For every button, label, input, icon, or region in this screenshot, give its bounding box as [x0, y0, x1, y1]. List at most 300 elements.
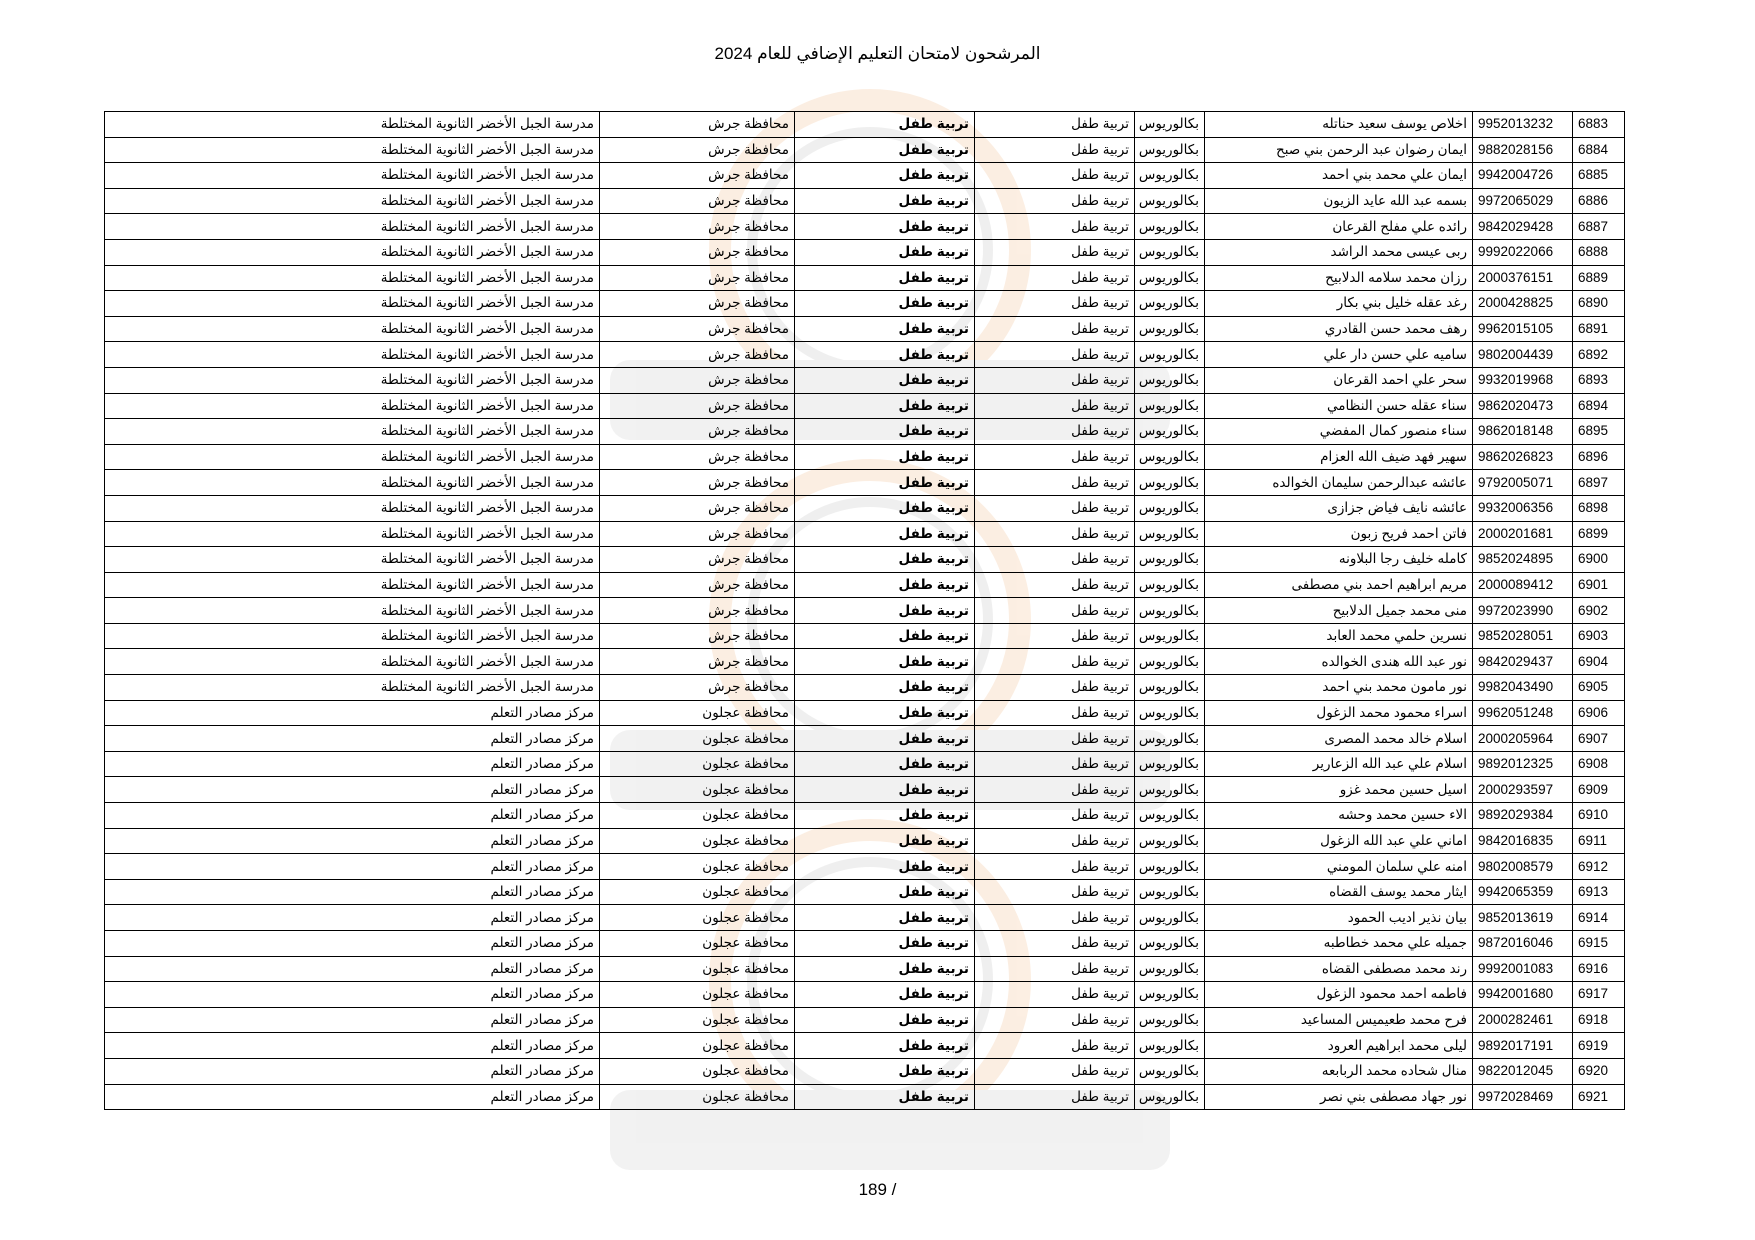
row-national-id: 9842029428: [1473, 214, 1573, 240]
row-degree: بكالوريوس: [1135, 879, 1205, 905]
row-exam-subject: تربية طفل: [795, 854, 975, 880]
row-candidate-name: رزان محمد سلامه الدلابيح: [1205, 265, 1473, 291]
row-national-id: 9842016835: [1473, 828, 1573, 854]
row-exam-center: مدرسة الجبل الأخضر الثانوية المختلطة: [105, 572, 600, 598]
row-governorate: محافظة عجلون: [600, 726, 795, 752]
row-seq-number: 6900: [1573, 547, 1625, 573]
table-row: [105, 112, 1625, 138]
row-national-id: 9962051248: [1473, 700, 1573, 726]
row-major: تربية طفل: [975, 751, 1135, 777]
row-exam-subject: تربية طفل: [795, 572, 975, 598]
row-exam-subject: تربية طفل: [795, 751, 975, 777]
row-national-id: 9942001680: [1473, 982, 1573, 1008]
table-row: [105, 700, 1625, 726]
row-candidate-name: رهف محمد حسن القادري: [1205, 316, 1473, 342]
row-seq-number: 6920: [1573, 1058, 1625, 1084]
row-national-id: 9982043490: [1473, 675, 1573, 701]
row-candidate-name: ايمان رضوان عبد الرحمن بني صبح: [1205, 137, 1473, 163]
row-seq-number: 6911: [1573, 828, 1625, 854]
row-candidate-name: الاء حسين محمد وحشه: [1205, 803, 1473, 829]
row-major: تربية طفل: [975, 163, 1135, 189]
row-exam-subject: تربية طفل: [795, 931, 975, 957]
row-major: تربية طفل: [975, 1084, 1135, 1110]
row-major: تربية طفل: [975, 495, 1135, 521]
table-row: [105, 393, 1625, 419]
row-seq-number: 6917: [1573, 982, 1625, 1008]
row-seq-number: 6888: [1573, 239, 1625, 265]
row-degree: بكالوريوس: [1135, 675, 1205, 701]
row-degree: بكالوريوس: [1135, 419, 1205, 445]
row-seq-number: 6884: [1573, 137, 1625, 163]
row-exam-subject: تربية طفل: [795, 495, 975, 521]
row-major: تربية طفل: [975, 777, 1135, 803]
row-governorate: محافظة عجلون: [600, 956, 795, 982]
row-governorate: محافظة جرش: [600, 112, 795, 138]
row-degree: بكالوريوس: [1135, 495, 1205, 521]
page-title: المرشحون لامتحان التعليم الإضافي للعام 2024: [714, 44, 1041, 63]
row-degree: بكالوريوس: [1135, 521, 1205, 547]
row-exam-subject: تربية طفل: [795, 1007, 975, 1033]
table-row: [105, 854, 1625, 880]
row-governorate: محافظة جرش: [600, 598, 795, 624]
row-degree: بكالوريوس: [1135, 393, 1205, 419]
row-degree: بكالوريوس: [1135, 1058, 1205, 1084]
row-exam-subject: تربية طفل: [795, 905, 975, 931]
row-major: تربية طفل: [975, 444, 1135, 470]
row-governorate: محافظة جرش: [600, 188, 795, 214]
row-seq-number: 6891: [1573, 316, 1625, 342]
row-seq-number: 6897: [1573, 470, 1625, 496]
row-degree: بكالوريوس: [1135, 214, 1205, 240]
row-candidate-name: ربى عيسى محمد الراشد: [1205, 239, 1473, 265]
row-major: تربية طفل: [975, 1058, 1135, 1084]
row-exam-subject: تربية طفل: [795, 828, 975, 854]
row-candidate-name: فاتن احمد فريح زبون: [1205, 521, 1473, 547]
candidates-table: [104, 111, 1625, 1110]
row-exam-subject: تربية طفل: [795, 163, 975, 189]
row-major: تربية طفل: [975, 419, 1135, 445]
row-national-id: 2000282461: [1473, 1007, 1573, 1033]
row-exam-subject: تربية طفل: [795, 265, 975, 291]
row-candidate-name: نور جهاد مصطفى بني نصر: [1205, 1084, 1473, 1110]
row-national-id: 9882028156: [1473, 137, 1573, 163]
row-degree: بكالوريوس: [1135, 137, 1205, 163]
table-row: [105, 1084, 1625, 1110]
row-degree: بكالوريوس: [1135, 470, 1205, 496]
row-candidate-name: سناء منصور كمال المفضي: [1205, 419, 1473, 445]
row-exam-center: مركز مصادر التعلم: [105, 905, 600, 931]
row-governorate: محافظة جرش: [600, 495, 795, 521]
row-seq-number: 6905: [1573, 675, 1625, 701]
row-exam-subject: تربية طفل: [795, 316, 975, 342]
table-row: [105, 828, 1625, 854]
row-major: تربية طفل: [975, 956, 1135, 982]
table-row: [105, 214, 1625, 240]
row-governorate: محافظة جرش: [600, 239, 795, 265]
row-exam-center: مدرسة الجبل الأخضر الثانوية المختلطة: [105, 316, 600, 342]
row-exam-subject: تربية طفل: [795, 112, 975, 138]
row-candidate-name: عائشه عبدالرحمن سليمان الخوالده: [1205, 470, 1473, 496]
row-seq-number: 6883: [1573, 112, 1625, 138]
page-number: 189 /: [858, 1180, 897, 1199]
row-major: تربية طفل: [975, 316, 1135, 342]
row-exam-subject: تربية طفل: [795, 1084, 975, 1110]
row-exam-subject: تربية طفل: [795, 1058, 975, 1084]
row-degree: بكالوريوس: [1135, 547, 1205, 573]
row-exam-subject: تربية طفل: [795, 342, 975, 368]
row-candidate-name: اسلام علي عبد الله الزعارير: [1205, 751, 1473, 777]
row-seq-number: 6908: [1573, 751, 1625, 777]
row-exam-subject: تربية طفل: [795, 623, 975, 649]
row-candidate-name: اسراء محمود محمد الزغول: [1205, 700, 1473, 726]
table-row: [105, 521, 1625, 547]
table-row: [105, 1058, 1625, 1084]
row-exam-center: مدرسة الجبل الأخضر الثانوية المختلطة: [105, 291, 600, 317]
row-exam-subject: تربية طفل: [795, 726, 975, 752]
row-exam-subject: تربية طفل: [795, 803, 975, 829]
row-degree: بكالوريوس: [1135, 188, 1205, 214]
row-national-id: 9852028051: [1473, 623, 1573, 649]
row-exam-center: مركز مصادر التعلم: [105, 1084, 600, 1110]
table-row: [105, 342, 1625, 368]
row-candidate-name: اسيل حسين محمد غزو: [1205, 777, 1473, 803]
row-exam-center: مركز مصادر التعلم: [105, 982, 600, 1008]
row-national-id: 9842029437: [1473, 649, 1573, 675]
row-degree: بكالوريوس: [1135, 1084, 1205, 1110]
row-candidate-name: سناء عقله حسن النظامي: [1205, 393, 1473, 419]
row-degree: بكالوريوس: [1135, 572, 1205, 598]
row-national-id: 9802008579: [1473, 854, 1573, 880]
row-governorate: محافظة جرش: [600, 649, 795, 675]
row-national-id: 9852013619: [1473, 905, 1573, 931]
row-exam-center: مدرسة الجبل الأخضر الثانوية المختلطة: [105, 547, 600, 573]
row-governorate: محافظة عجلون: [600, 1033, 795, 1059]
row-exam-subject: تربية طفل: [795, 137, 975, 163]
row-major: تربية طفل: [975, 649, 1135, 675]
row-degree: بكالوريوس: [1135, 700, 1205, 726]
row-exam-center: مدرسة الجبل الأخضر الثانوية المختلطة: [105, 342, 600, 368]
row-degree: بكالوريوس: [1135, 367, 1205, 393]
row-major: تربية طفل: [975, 623, 1135, 649]
row-degree: بكالوريوس: [1135, 316, 1205, 342]
row-national-id: 2000205964: [1473, 726, 1573, 752]
table-row: [105, 1007, 1625, 1033]
row-candidate-name: رند محمد مصطفى القضاه: [1205, 956, 1473, 982]
row-governorate: محافظة جرش: [600, 265, 795, 291]
table-row: [105, 598, 1625, 624]
row-degree: بكالوريوس: [1135, 265, 1205, 291]
row-governorate: محافظة جرش: [600, 163, 795, 189]
row-candidate-name: ليلى محمد ابراهيم العرود: [1205, 1033, 1473, 1059]
row-seq-number: 6921: [1573, 1084, 1625, 1110]
row-seq-number: 6918: [1573, 1007, 1625, 1033]
row-national-id: 9892012325: [1473, 751, 1573, 777]
row-exam-subject: تربية طفل: [795, 675, 975, 701]
row-exam-center: مدرسة الجبل الأخضر الثانوية المختلطة: [105, 367, 600, 393]
row-seq-number: 6894: [1573, 393, 1625, 419]
row-governorate: محافظة جرش: [600, 419, 795, 445]
table-row: [105, 495, 1625, 521]
row-national-id: 9872016046: [1473, 931, 1573, 957]
row-degree: بكالوريوس: [1135, 1007, 1205, 1033]
row-candidate-name: سحر علي احمد القرعان: [1205, 367, 1473, 393]
row-major: تربية طفل: [975, 905, 1135, 931]
row-governorate: محافظة جرش: [600, 316, 795, 342]
row-candidate-name: اخلاص يوسف سعيد حناتله: [1205, 112, 1473, 138]
row-candidate-name: بيان نذير اديب الحمود: [1205, 905, 1473, 931]
row-candidate-name: سهير فهد ضيف الله العزام: [1205, 444, 1473, 470]
row-major: تربية طفل: [975, 239, 1135, 265]
row-degree: بكالوريوس: [1135, 751, 1205, 777]
row-seq-number: 6906: [1573, 700, 1625, 726]
row-exam-subject: تربية طفل: [795, 521, 975, 547]
row-major: تربية طفل: [975, 700, 1135, 726]
table-row: [105, 879, 1625, 905]
row-exam-center: مدرسة الجبل الأخضر الثانوية المختلطة: [105, 214, 600, 240]
row-seq-number: 6912: [1573, 854, 1625, 880]
row-national-id: 9822012045: [1473, 1058, 1573, 1084]
row-exam-subject: تربية طفل: [795, 1033, 975, 1059]
row-governorate: محافظة عجلون: [600, 931, 795, 957]
row-degree: بكالوريوس: [1135, 854, 1205, 880]
row-seq-number: 6909: [1573, 777, 1625, 803]
row-degree: بكالوريوس: [1135, 1033, 1205, 1059]
table-row: [105, 419, 1625, 445]
row-exam-center: مدرسة الجبل الأخضر الثانوية المختلطة: [105, 265, 600, 291]
row-national-id: 9972065029: [1473, 188, 1573, 214]
row-major: تربية طفل: [975, 879, 1135, 905]
row-exam-center: مدرسة الجبل الأخضر الثانوية المختلطة: [105, 623, 600, 649]
row-candidate-name: فرح محمد طعيميس المساعيد: [1205, 1007, 1473, 1033]
row-candidate-name: اسلام خالد محمد المصرى: [1205, 726, 1473, 752]
row-governorate: محافظة جرش: [600, 342, 795, 368]
row-candidate-name: مريم ابراهيم احمد بني مصطفى: [1205, 572, 1473, 598]
row-governorate: محافظة جرش: [600, 521, 795, 547]
row-national-id: 9852024895: [1473, 547, 1573, 573]
row-governorate: محافظة عجلون: [600, 854, 795, 880]
row-governorate: محافظة جرش: [600, 291, 795, 317]
row-seq-number: 6899: [1573, 521, 1625, 547]
row-candidate-name: كامله خليف رجا البلاونه: [1205, 547, 1473, 573]
row-exam-center: مدرسة الجبل الأخضر الثانوية المختلطة: [105, 495, 600, 521]
row-degree: بكالوريوس: [1135, 239, 1205, 265]
row-major: تربية طفل: [975, 931, 1135, 957]
row-exam-subject: تربية طفل: [795, 419, 975, 445]
table-row: [105, 931, 1625, 957]
row-national-id: 9862026823: [1473, 444, 1573, 470]
row-major: تربية طفل: [975, 112, 1135, 138]
row-major: تربية طفل: [975, 367, 1135, 393]
table-row: [105, 777, 1625, 803]
row-degree: بكالوريوس: [1135, 598, 1205, 624]
table-row: [105, 367, 1625, 393]
row-national-id: 9932006356: [1473, 495, 1573, 521]
row-degree: بكالوريوس: [1135, 828, 1205, 854]
row-exam-subject: تربية طفل: [795, 444, 975, 470]
row-candidate-name: ايثار محمد يوسف القضاه: [1205, 879, 1473, 905]
row-major: تربية طفل: [975, 572, 1135, 598]
row-candidate-name: ساميه علي حسن دار علي: [1205, 342, 1473, 368]
row-exam-center: مدرسة الجبل الأخضر الثانوية المختلطة: [105, 188, 600, 214]
row-major: تربية طفل: [975, 1033, 1135, 1059]
row-candidate-name: نور مامون محمد بني احمد: [1205, 675, 1473, 701]
table-row: [105, 675, 1625, 701]
row-candidate-name: اماني علي عبد الله الزغول: [1205, 828, 1473, 854]
row-exam-center: مركز مصادر التعلم: [105, 1058, 600, 1084]
row-seq-number: 6886: [1573, 188, 1625, 214]
table-row: [105, 1033, 1625, 1059]
row-degree: بكالوريوس: [1135, 982, 1205, 1008]
row-major: تربية طفل: [975, 854, 1135, 880]
table-row: [105, 623, 1625, 649]
table-row: [105, 444, 1625, 470]
table-row: [105, 726, 1625, 752]
row-governorate: محافظة عجلون: [600, 1007, 795, 1033]
row-major: تربية طفل: [975, 393, 1135, 419]
row-governorate: محافظة عجلون: [600, 777, 795, 803]
row-degree: بكالوريوس: [1135, 623, 1205, 649]
row-candidate-name: رغد عقله خليل بني بكار: [1205, 291, 1473, 317]
row-seq-number: 6895: [1573, 419, 1625, 445]
row-governorate: محافظة جرش: [600, 675, 795, 701]
row-candidate-name: نسرين حلمي محمد العابد: [1205, 623, 1473, 649]
row-exam-subject: تربية طفل: [795, 956, 975, 982]
row-major: تربية طفل: [975, 188, 1135, 214]
row-governorate: محافظة عجلون: [600, 751, 795, 777]
row-exam-center: مدرسة الجبل الأخضر الثانوية المختلطة: [105, 598, 600, 624]
row-degree: بكالوريوس: [1135, 803, 1205, 829]
row-national-id: 9942004726: [1473, 163, 1573, 189]
row-governorate: محافظة جرش: [600, 444, 795, 470]
row-exam-center: مركز مصادر التعلم: [105, 803, 600, 829]
row-seq-number: 6901: [1573, 572, 1625, 598]
row-exam-center: مدرسة الجبل الأخضر الثانوية المختلطة: [105, 470, 600, 496]
table-row: [105, 163, 1625, 189]
row-exam-center: مدرسة الجبل الأخضر الثانوية المختلطة: [105, 163, 600, 189]
row-degree: بكالوريوس: [1135, 342, 1205, 368]
row-seq-number: 6892: [1573, 342, 1625, 368]
row-candidate-name: امنه علي سلمان المومني: [1205, 854, 1473, 880]
table-row: [105, 572, 1625, 598]
row-national-id: 9802004439: [1473, 342, 1573, 368]
row-exam-center: مركز مصادر التعلم: [105, 1033, 600, 1059]
row-national-id: 9972028469: [1473, 1084, 1573, 1110]
row-exam-subject: تربية طفل: [795, 239, 975, 265]
table-row: [105, 982, 1625, 1008]
row-governorate: محافظة جرش: [600, 623, 795, 649]
row-seq-number: 6890: [1573, 291, 1625, 317]
row-national-id: 2000089412: [1473, 572, 1573, 598]
row-national-id: 9932019968: [1473, 367, 1573, 393]
row-exam-subject: تربية طفل: [795, 982, 975, 1008]
row-candidate-name: منال شحاده محمد الربابعه: [1205, 1058, 1473, 1084]
table-row: [105, 316, 1625, 342]
row-seq-number: 6893: [1573, 367, 1625, 393]
row-national-id: 2000201681: [1473, 521, 1573, 547]
row-exam-subject: تربية طفل: [795, 598, 975, 624]
row-degree: بكالوريوس: [1135, 444, 1205, 470]
row-exam-center: مدرسة الجبل الأخضر الثانوية المختلطة: [105, 444, 600, 470]
row-seq-number: 6913: [1573, 879, 1625, 905]
row-exam-subject: تربية طفل: [795, 214, 975, 240]
row-governorate: محافظة جرش: [600, 214, 795, 240]
row-exam-subject: تربية طفل: [795, 879, 975, 905]
row-candidate-name: رائده علي مفلح القرعان: [1205, 214, 1473, 240]
row-national-id: 9892017191: [1473, 1033, 1573, 1059]
row-degree: بكالوريوس: [1135, 905, 1205, 931]
table-row: [105, 239, 1625, 265]
row-exam-subject: تربية طفل: [795, 649, 975, 675]
row-governorate: محافظة عجلون: [600, 879, 795, 905]
row-exam-center: مركز مصادر التعلم: [105, 1007, 600, 1033]
row-exam-subject: تربية طفل: [795, 188, 975, 214]
row-exam-center: مدرسة الجبل الأخضر الثانوية المختلطة: [105, 649, 600, 675]
row-exam-center: مركز مصادر التعلم: [105, 828, 600, 854]
row-exam-center: مركز مصادر التعلم: [105, 854, 600, 880]
row-major: تربية طفل: [975, 598, 1135, 624]
row-major: تربية طفل: [975, 291, 1135, 317]
row-national-id: 9992022066: [1473, 239, 1573, 265]
row-exam-center: مركز مصادر التعلم: [105, 726, 600, 752]
row-exam-subject: تربية طفل: [795, 470, 975, 496]
row-major: تربية طفل: [975, 214, 1135, 240]
row-exam-center: مدرسة الجبل الأخضر الثانوية المختلطة: [105, 521, 600, 547]
row-governorate: محافظة عجلون: [600, 982, 795, 1008]
row-candidate-name: جميله علي محمد خطاطبه: [1205, 931, 1473, 957]
row-candidate-name: نور عبد الله هندى الخوالده: [1205, 649, 1473, 675]
row-exam-center: مركز مصادر التعلم: [105, 879, 600, 905]
row-governorate: محافظة جرش: [600, 572, 795, 598]
row-candidate-name: منى محمد جميل الدلابيح: [1205, 598, 1473, 624]
row-seq-number: 6896: [1573, 444, 1625, 470]
row-major: تربية طفل: [975, 265, 1135, 291]
row-exam-subject: تربية طفل: [795, 393, 975, 419]
row-major: تربية طفل: [975, 726, 1135, 752]
row-governorate: محافظة جرش: [600, 547, 795, 573]
row-national-id: 9862020473: [1473, 393, 1573, 419]
row-seq-number: 6907: [1573, 726, 1625, 752]
row-national-id: 9862018148: [1473, 419, 1573, 445]
row-exam-subject: تربية طفل: [795, 700, 975, 726]
row-exam-center: مركز مصادر التعلم: [105, 777, 600, 803]
row-governorate: محافظة عجلون: [600, 1084, 795, 1110]
row-major: تربية طفل: [975, 675, 1135, 701]
row-major: تربية طفل: [975, 342, 1135, 368]
row-exam-center: مدرسة الجبل الأخضر الثانوية المختلطة: [105, 239, 600, 265]
row-governorate: محافظة جرش: [600, 393, 795, 419]
row-degree: بكالوريوس: [1135, 291, 1205, 317]
row-degree: بكالوريوس: [1135, 956, 1205, 982]
table-row: [105, 803, 1625, 829]
row-governorate: محافظة جرش: [600, 470, 795, 496]
row-exam-center: مدرسة الجبل الأخضر الثانوية المختلطة: [105, 137, 600, 163]
row-national-id: 9942065359: [1473, 879, 1573, 905]
row-candidate-name: عائشه نايف فياض جزازى: [1205, 495, 1473, 521]
row-national-id: 9992001083: [1473, 956, 1573, 982]
row-major: تربية طفل: [975, 470, 1135, 496]
row-national-id: 9952013232: [1473, 112, 1573, 138]
row-exam-center: مركز مصادر التعلم: [105, 956, 600, 982]
row-exam-center: مركز مصادر التعلم: [105, 931, 600, 957]
row-degree: بكالوريوس: [1135, 726, 1205, 752]
row-major: تربية طفل: [975, 828, 1135, 854]
row-candidate-name: ايمان علي محمد بني احمد: [1205, 163, 1473, 189]
row-major: تربية طفل: [975, 137, 1135, 163]
row-degree: بكالوريوس: [1135, 112, 1205, 138]
row-national-id: 2000293597: [1473, 777, 1573, 803]
table-row: [105, 649, 1625, 675]
table-row: [105, 137, 1625, 163]
